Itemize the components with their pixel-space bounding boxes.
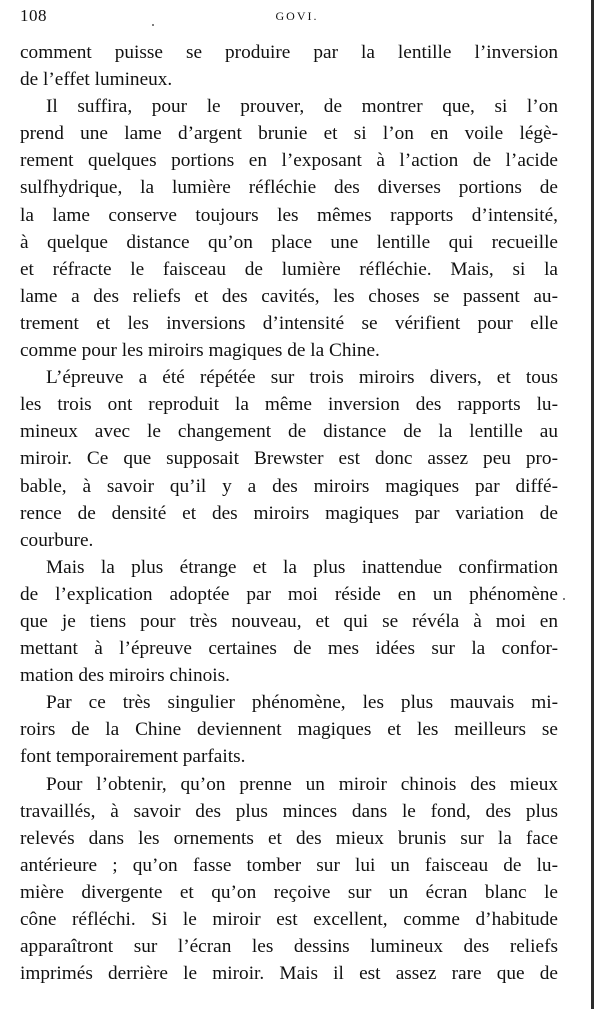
text-line: imprimés derrière le miroir. Mais il est assez rare que de bbox=[20, 963, 558, 985]
text-line: L’épreuve a été répétée sur trois miroirs divers, et tous bbox=[46, 367, 558, 389]
text-line: courbure. bbox=[20, 529, 94, 551]
text-line: trement et les inversions d’intensité se vérifient pour elle bbox=[20, 312, 558, 334]
text-line: lame a des reliefs et des cavités, les choses se passent au- bbox=[20, 285, 558, 307]
text-line: travaillés, à savoir des plus minces dans le fond, des plus bbox=[20, 800, 558, 822]
text-line: les trois ont reproduit la même inversion des rapports lu- bbox=[20, 394, 558, 416]
print-speck bbox=[152, 24, 154, 26]
text-line: bable, à savoir qu’il y a des miroirs magiques par diffé- bbox=[20, 475, 558, 497]
running-head: GOVI. bbox=[275, 9, 319, 23]
text-line: comme pour les miroirs magiques de la Chine. bbox=[20, 340, 380, 362]
text-line: de l’effet lumineux. bbox=[20, 69, 173, 91]
text-line: sulfhydrique, la lumière réfléchie des diverses portions de bbox=[20, 177, 558, 199]
body-text bbox=[20, 39, 558, 987]
text-line: relevés dans les ornements et des mieux brunis sur la face bbox=[20, 827, 558, 849]
text-line: cône réfléchi. Si le miroir est excellent, comme d’habitude bbox=[20, 909, 558, 930]
text-line: apparaîtront sur l’écran les dessins lumineux des reliefs bbox=[20, 936, 558, 958]
text-line: la lame conserve toujours les mêmes rapports d’intensité, bbox=[20, 204, 558, 226]
text-line: roirs de la Chine deviennent magiques et les meilleurs se bbox=[20, 719, 558, 741]
text-line: Il suffira, pour le prouver, de montrer que, si l’on bbox=[46, 96, 558, 118]
text-line: mineux avec le changement de distance de la lentille au bbox=[20, 421, 558, 443]
text-line: mation des miroirs chinois. bbox=[20, 665, 230, 687]
text-line: que je tiens pour très nouveau, et qui se révéla à moi en bbox=[20, 610, 558, 632]
text-line: mettant à l’épreuve certaines de mes idées sur la confor- bbox=[20, 638, 558, 660]
text-line: font temporairement parfaits. bbox=[20, 746, 246, 768]
text-line: Par ce très singulier phénomène, les plus mauvais mi- bbox=[46, 692, 558, 714]
text-line: de l’explication adoptée par moi réside en un phénomène bbox=[20, 583, 558, 605]
page-header bbox=[0, 4, 594, 30]
page-number: 108 bbox=[20, 6, 47, 25]
text-line: Pour l’obtenir, qu’on prenne un miroir chinois des mieux bbox=[46, 773, 558, 795]
print-speck bbox=[563, 598, 565, 600]
text-line: à quelque distance qu’on place une lentille qui recueille bbox=[20, 231, 558, 253]
text-line: rement quelques portions en l’exposant à l’action de l’acide bbox=[20, 150, 558, 172]
text-line: prend une lame d’argent brunie et si l’on en voile légè- bbox=[20, 123, 558, 145]
text-line: antérieure ; qu’on fasse tomber sur lui un faisceau de lu- bbox=[20, 854, 558, 876]
text-line: mière divergente et qu’on reçoive sur un écran blanc le bbox=[20, 881, 558, 903]
text-line: rence de densité et des miroirs magiques par variation de bbox=[20, 502, 558, 524]
text-line: Mais la plus étrange et la plus inattendue confirmation bbox=[46, 556, 558, 578]
text-line: et réfracte le faisceau de lumière réfléchie. Mais, si la bbox=[20, 258, 558, 280]
text-line: miroir. Ce que supposait Brewster est donc assez peu pro- bbox=[20, 448, 558, 470]
text-line: comment puisse se produire par la lentille l’inversion bbox=[20, 42, 558, 63]
